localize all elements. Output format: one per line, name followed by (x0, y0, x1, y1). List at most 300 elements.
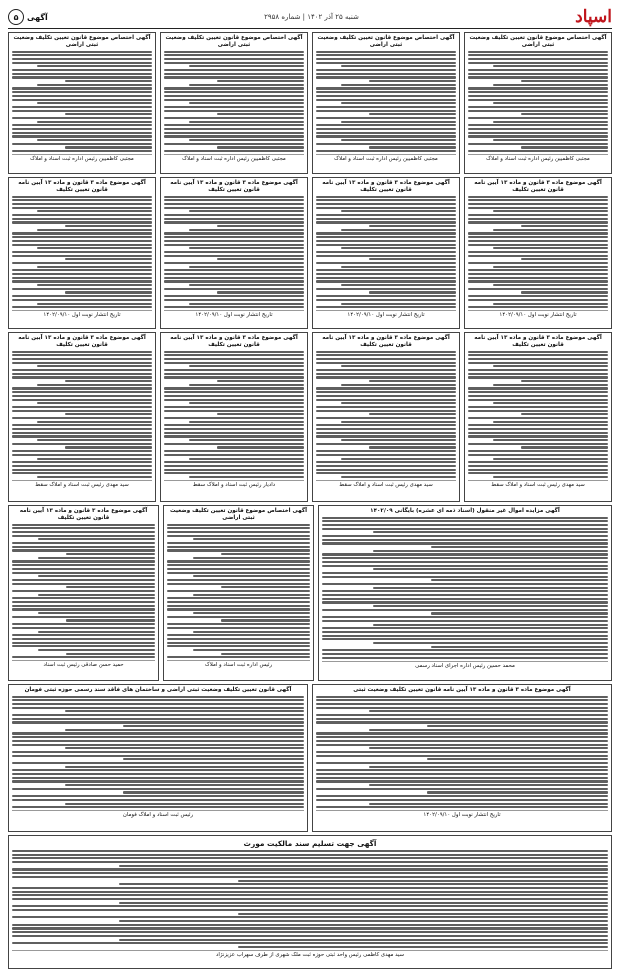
ad-text-line (316, 707, 608, 709)
ad-text-line (38, 631, 155, 633)
ad-text-line (468, 465, 608, 467)
ad-text-line (369, 380, 456, 382)
ad-title: آگهی قانون تعیین تکلیف وضعیت ثبتی اراضی و ساختمان های فاقد سند رسمی حوزه ثبتی فومان (24, 687, 292, 693)
ad-text-line (316, 132, 456, 134)
ad-text-line (164, 51, 304, 53)
ad-text-line (12, 443, 152, 445)
ad-text-line (12, 905, 608, 907)
ad-signature: رئیس اداره ثبت اسناد و املاک (167, 660, 310, 668)
ad-text-line (167, 568, 310, 570)
ad-text-line (119, 902, 608, 904)
ad-text-line (164, 232, 304, 234)
ad-text-line (12, 806, 304, 808)
ad-text-line (193, 575, 310, 577)
ad-text-line (468, 87, 608, 89)
ad-text-line (322, 535, 608, 537)
ad-text-line (12, 214, 152, 216)
ad-text-line (521, 225, 608, 227)
ad-text-line (316, 410, 456, 412)
ad-text-line (316, 277, 456, 279)
ad-text-line (341, 384, 456, 386)
ad-text-line (164, 203, 304, 205)
ad-text-line (468, 424, 608, 426)
ad-text-line (167, 583, 310, 585)
ad-text-line (316, 788, 608, 790)
ad-text-line (193, 649, 310, 651)
ad-text-line (322, 528, 608, 530)
ad-text-line (12, 150, 152, 152)
ad-text-line (316, 714, 608, 716)
ad-signature: تاریخ انتشار نوبت اول ۱۴۰۲/۰۹/۱۰ (316, 810, 608, 818)
ad-text-line (12, 51, 152, 53)
ad-text-line (12, 527, 155, 529)
ad-text-line (12, 295, 152, 297)
ad-text-line (316, 203, 456, 205)
ad-text-line (468, 69, 608, 71)
ad-text-line (369, 113, 456, 115)
ad-text-line (12, 894, 608, 896)
ad-text-line (12, 531, 155, 533)
ad-text-line (468, 435, 608, 437)
ad-text-line (65, 413, 152, 415)
ad-text-line (468, 288, 608, 290)
ad-text-line (369, 291, 456, 293)
ad-text-line (316, 106, 456, 108)
ad-text-line (167, 546, 310, 548)
ad-text-line (316, 443, 456, 445)
ad-text-line (12, 568, 155, 570)
ad-text-line (369, 413, 456, 415)
ad-text-line (167, 590, 310, 592)
ad-text-line (12, 744, 304, 746)
ad-title: آگهی اختصاص موضوع قانون تعیین تکلیف وضعیت ثبتی اراضی (13, 35, 151, 48)
ad-text-line (65, 380, 152, 382)
ad-text-line (12, 931, 608, 933)
ad-signature: حمید حسن صادقی رئیس ثبت اسناد (12, 660, 155, 668)
ad-text-line (316, 762, 608, 764)
ad-text-line (493, 84, 608, 86)
ad-text-line (341, 284, 456, 286)
ad-signature: دادیار رئیس ثبت اسناد و املاک سقط (164, 480, 304, 488)
ad-text-line (12, 218, 152, 220)
ad-text-line (164, 214, 304, 216)
ad-text-line (521, 413, 608, 415)
ad-text-line (37, 210, 152, 212)
ad-text-line (468, 54, 608, 56)
ad-text-line (12, 887, 608, 889)
ad-signature: تاریخ انتشار نوبت اول ۱۴۰۲/۰۹/۱۰ (164, 310, 304, 318)
ad-text-line (217, 446, 304, 448)
ad-text-line (316, 62, 456, 64)
ad-text-line (12, 605, 155, 607)
ad-text-line (316, 435, 456, 437)
ad-text-line (468, 469, 608, 471)
ad-signature: سید مهدی رئیس ثبت اسناد و املاک سقط (468, 480, 608, 488)
ad-text-line (12, 721, 304, 723)
ad-text-line (316, 773, 608, 775)
ad-title: آگهی موضوع ماده ۳ قانون و ماده ۱۳ آیین نامه قانون تعیین تکلیف (18, 335, 146, 348)
ad-text-line (373, 550, 608, 552)
page-number-badge: ۵ (8, 9, 24, 25)
ad-text-line (189, 139, 304, 141)
ad-text-line (468, 450, 608, 452)
ad-text-line (12, 736, 304, 738)
ad-text-line (316, 240, 456, 242)
ad-text-line (468, 99, 608, 101)
ad-text-line (65, 225, 152, 227)
ad-text-line (167, 560, 310, 562)
ad-text-line (322, 609, 608, 611)
ad-text-line (316, 87, 456, 89)
ad-text-line (468, 255, 608, 257)
ad-text-line (167, 634, 310, 636)
ad-text-line (316, 76, 456, 78)
ad-text-line (12, 73, 152, 75)
ad-text-line (369, 784, 608, 786)
ad-text-line (164, 277, 304, 279)
ad-text-line (493, 421, 608, 423)
ad-text-line (316, 454, 456, 456)
ad-text-line (164, 410, 304, 412)
ad-text-line (468, 214, 608, 216)
ad-text-line (316, 95, 456, 97)
ad-text-line (12, 696, 304, 698)
ad-text-line (12, 306, 152, 308)
ad-text-line (12, 627, 155, 629)
ad-text-line (316, 236, 456, 238)
ad-text-line (468, 244, 608, 246)
ad-text-line (316, 461, 456, 463)
ad-text-line (493, 247, 608, 249)
ads-row-4 (8, 505, 612, 681)
ad-text-line (322, 620, 608, 622)
ad-text-line (65, 784, 304, 786)
ad-notice (163, 505, 314, 681)
ad-text-line (167, 638, 310, 640)
ad-text-line (468, 251, 608, 253)
ad-text-line (341, 402, 456, 404)
ad-text-line (493, 384, 608, 386)
ad-text-line (37, 121, 152, 123)
ad-text-line (12, 769, 304, 771)
ad-text-line (164, 255, 304, 257)
ad-notice (8, 177, 156, 329)
ad-text-line (12, 751, 304, 753)
ad-text-line (468, 443, 608, 445)
ad-text-line (322, 517, 608, 519)
ad-text-line (322, 635, 608, 637)
ad-text-line (369, 803, 608, 805)
ad-text-line (316, 395, 456, 397)
ad-text-line (341, 121, 456, 123)
ad-text-line (468, 295, 608, 297)
ad-text-line (431, 646, 608, 648)
ad-text-line (12, 262, 152, 264)
ad-text-line (221, 586, 310, 588)
ad-text-line (322, 594, 608, 596)
ad-text-line (316, 143, 456, 145)
ad-text-line (164, 132, 304, 134)
ad-text-line (322, 638, 608, 640)
ad-text-line (12, 128, 152, 130)
ad-text-line (164, 58, 304, 60)
ad-text-line (12, 638, 155, 640)
ad-text-line (12, 428, 152, 430)
ad-text-line (493, 365, 608, 367)
ad-text-line (167, 579, 310, 581)
ad-deed-notice (8, 835, 612, 969)
page-label: آگهی (27, 12, 48, 22)
ad-text-line (37, 402, 152, 404)
ad-text-line (12, 221, 152, 223)
ad-text-line (316, 288, 456, 290)
ad-text-line (164, 454, 304, 456)
ad-title: آگهی موضوع ماده ۳ قانون و ماده ۱۳ آیین نامه قانون تعیین تکلیف (18, 180, 146, 193)
ad-text-line (12, 244, 152, 246)
ad-text-line (37, 139, 152, 141)
ad-text-line (12, 354, 152, 356)
ad-text-line (164, 465, 304, 467)
ad-text-line (238, 946, 608, 948)
ad-text-line (369, 80, 456, 82)
ad-text-line (316, 207, 456, 209)
ad-text-line (167, 564, 310, 566)
ad-text-line (164, 62, 304, 64)
ad-text-line (322, 539, 608, 541)
ad-text-line (12, 351, 152, 353)
ad-text-line (468, 280, 608, 282)
ad-text-line (164, 362, 304, 364)
ad-text-line (167, 549, 310, 551)
ad-text-line (164, 87, 304, 89)
ad-text-line (12, 472, 152, 474)
ad-text-line (316, 358, 456, 360)
ad-text-line (12, 579, 155, 581)
ad-text-line (468, 143, 608, 145)
ad-text-line (12, 232, 152, 234)
ad-text-line (164, 387, 304, 389)
ad-text-line (12, 376, 152, 378)
ad-notice (464, 177, 612, 329)
ad-text-line (12, 132, 152, 134)
ad-text-line (12, 740, 304, 742)
ad-text-line (521, 258, 608, 260)
ad-text-line (316, 721, 608, 723)
ad-text-line (322, 583, 608, 585)
ad-text-line (167, 645, 310, 647)
ad-text-line (12, 203, 152, 205)
ad-text-line (66, 653, 155, 655)
ad-text-line (493, 458, 608, 460)
ad-text-line (322, 524, 608, 526)
ad-text-line (12, 916, 608, 918)
ad-text-line (164, 251, 304, 253)
ad-text-line (12, 58, 152, 60)
ad-text-line (164, 269, 304, 271)
ad-text-line (123, 758, 304, 760)
ad-text-line (521, 146, 608, 148)
ad-text-line (37, 266, 152, 268)
ad-text-line (12, 876, 608, 878)
ad-text-line (322, 561, 608, 563)
ad-text-line (341, 65, 456, 67)
ad-text-line (65, 766, 304, 768)
ad-text-line (316, 777, 608, 779)
ad-text-line (164, 306, 304, 308)
ad-text-line (468, 373, 608, 375)
ad-text-line (12, 642, 155, 644)
ad-text-line (12, 524, 155, 526)
ad-text-line (164, 76, 304, 78)
ad-text-line (12, 854, 608, 856)
ad-text-line (468, 387, 608, 389)
ad-text-line (164, 399, 304, 401)
ad-notice (8, 684, 308, 832)
ad-text-line (12, 207, 152, 209)
ad-text-line (189, 65, 304, 67)
ad-text-line (468, 106, 608, 108)
ad-text-line (468, 62, 608, 64)
ad-text-line (193, 538, 310, 540)
ad-text-line (189, 476, 304, 478)
ad-text-line (164, 262, 304, 264)
ad-text-line (238, 880, 608, 882)
ad-text-line (164, 150, 304, 152)
ad-notice (312, 32, 460, 174)
ad-text-line (164, 117, 304, 119)
ad-text-line (12, 277, 152, 279)
ad-text-line (341, 84, 456, 86)
ad-notice (312, 177, 460, 329)
ad-text-line (12, 872, 608, 874)
ad-text-line (189, 84, 304, 86)
ad-text-line (341, 247, 456, 249)
ad-text-line (12, 391, 152, 393)
ad-text-line (316, 69, 456, 71)
ad-text-line (468, 269, 608, 271)
ad-text-line (164, 99, 304, 101)
ad-text-line (12, 424, 152, 426)
ad-text-line (12, 891, 608, 893)
ad-title: آگهی اختصاص موضوع قانون تعیین تکلیف وضعیت ثبتی اراضی (317, 35, 455, 48)
ad-text-line (468, 91, 608, 93)
ad-text-line (468, 73, 608, 75)
ad-text-line (12, 699, 304, 701)
ad-text-line (316, 751, 608, 753)
ad-text-line (189, 384, 304, 386)
ad-text-line (493, 102, 608, 104)
ad-text-line (164, 221, 304, 223)
ad-text-line (468, 428, 608, 430)
ad-text-line (493, 284, 608, 286)
ad-text-line (468, 199, 608, 201)
ad-text-line (493, 210, 608, 212)
ad-notice (464, 332, 612, 502)
ad-text-line (12, 69, 152, 71)
ad-text-line (468, 273, 608, 275)
ad-text-line (12, 762, 304, 764)
ad-text-line (12, 199, 152, 201)
ad-text-line (369, 710, 608, 712)
ad-text-line (12, 718, 304, 720)
ad-text-line (167, 608, 310, 610)
ad-title: آگهی موضوع ماده ۳ قانون و ماده ۱۳ آیین نامه قانون تعیین تکلیف وضعیت ثبتی (353, 687, 571, 693)
ad-text-line (164, 218, 304, 220)
ad-text-line (164, 91, 304, 93)
ad-text-line (66, 586, 155, 588)
ad-text-line (119, 865, 608, 867)
ad-text-line (12, 924, 608, 926)
ad-text-line (341, 102, 456, 104)
ad-text-line (316, 703, 608, 705)
ad-text-line (164, 432, 304, 434)
ad-signature: تاریخ انتشار نوبت اول ۱۴۰۲/۰۹/۱۰ (468, 310, 608, 318)
ad-text-line (493, 139, 608, 141)
ad-text-line (468, 218, 608, 220)
ad-text-line (167, 542, 310, 544)
ad-text-line (164, 124, 304, 126)
ad-text-line (65, 258, 152, 260)
ad-text-line (12, 773, 304, 775)
ad-text-line (468, 391, 608, 393)
ad-text-line (167, 597, 310, 599)
ad-text-line (316, 269, 456, 271)
ad-text-line (316, 769, 608, 771)
ad-text-line (493, 476, 608, 478)
ad-signature: مجتبی کاظمیین رئیس اداره ثبت اسناد و املاک (12, 154, 152, 162)
ad-text-line (164, 428, 304, 430)
ad-text-line (37, 365, 152, 367)
ad-text-line (341, 476, 456, 478)
ad-text-line (164, 135, 304, 137)
ad-text-line (521, 80, 608, 82)
ad-text-line (221, 653, 310, 655)
ad-text-line (189, 210, 304, 212)
ad-text-line (12, 645, 155, 647)
ad-text-line (316, 255, 456, 257)
ad-text-line (12, 454, 152, 456)
ad-title: آگهی جهت تسلیم سند مالکیت مورث (243, 839, 377, 848)
ad-title: آگهی موضوع ماده ۳ قانون و ماده ۱۳ آیین نامه قانون تعیین تکلیف (170, 180, 298, 193)
ad-text-line (167, 535, 310, 537)
ad-text-line (316, 472, 456, 474)
ad-text-line (37, 65, 152, 67)
ad-text-line (12, 387, 152, 389)
ad-text-line (12, 935, 608, 937)
ad-text-line (316, 299, 456, 301)
ads-row-2 (8, 177, 612, 329)
ad-text-line (164, 244, 304, 246)
ad-title: آگهی موضوع ماده ۳ قانون و ماده ۱۳ آیین نامه قانون تعیین تکلیف (474, 335, 602, 348)
ad-text-line (164, 391, 304, 393)
ad-title: آگهی موضوع ماده ۳ قانون و ماده ۱۳ آیین نامه قانون تعیین تکلیف (170, 335, 298, 348)
ad-text-line (12, 143, 152, 145)
ad-text-line (468, 240, 608, 242)
ad-text-line (322, 631, 608, 633)
ad-text-line (316, 780, 608, 782)
ad-text-line (65, 80, 152, 82)
page-number-block (8, 9, 48, 25)
ad-text-line (65, 113, 152, 115)
ad-text-line (468, 354, 608, 356)
ad-text-line (341, 139, 456, 141)
ad-notice (8, 505, 159, 681)
ad-text-line (316, 469, 456, 471)
ad-signature: مجتبی کاظمیین رئیس اداره ثبت اسناد و املاک (468, 154, 608, 162)
ad-text-line (322, 542, 608, 544)
ad-text-line (468, 358, 608, 360)
ad-text-line (189, 458, 304, 460)
